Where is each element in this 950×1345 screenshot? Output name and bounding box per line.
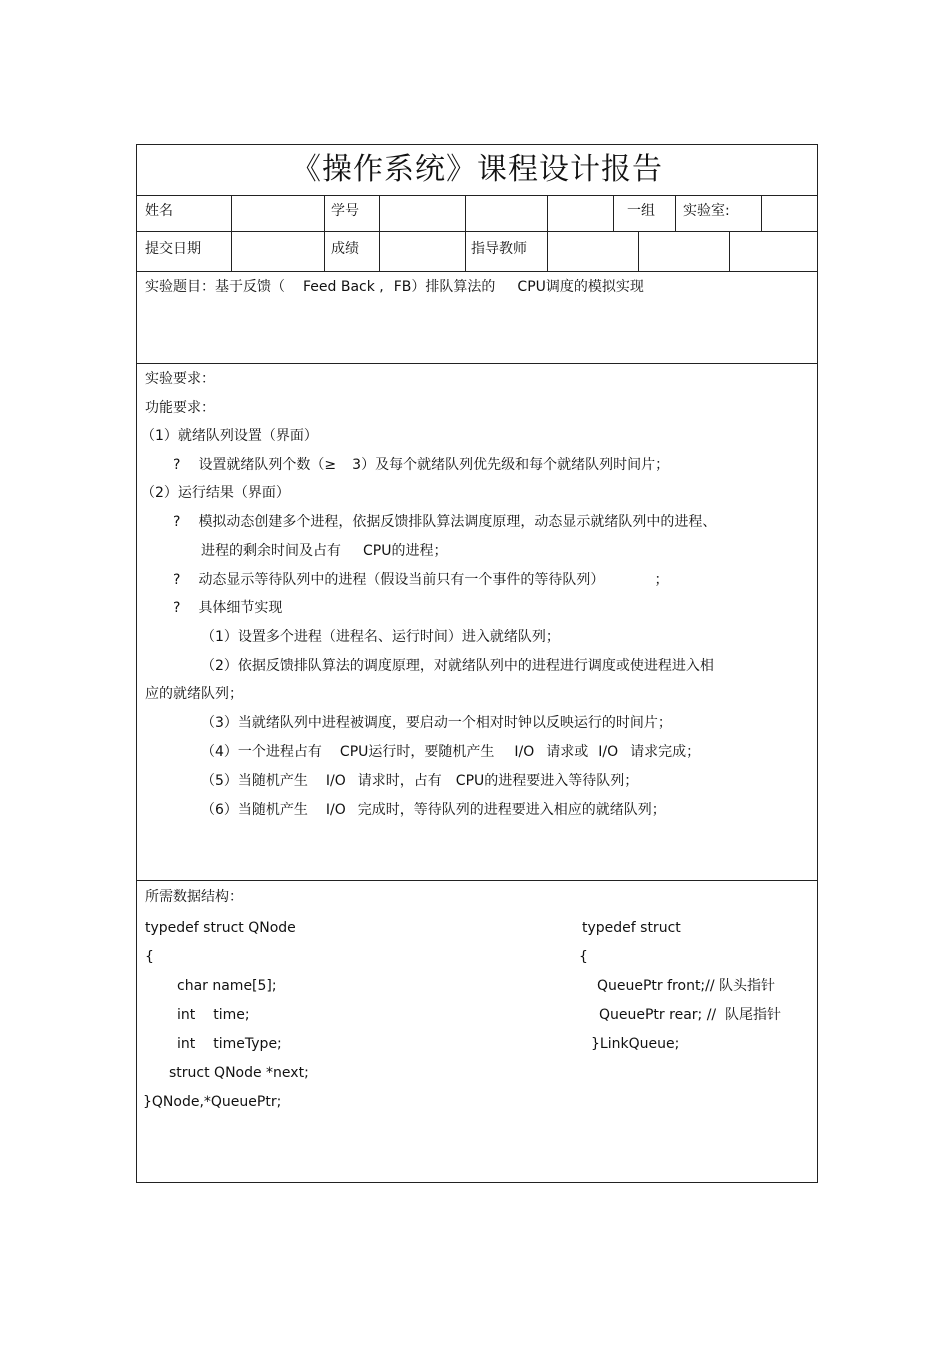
- code-left-line-4a: int: [177, 1007, 196, 1023]
- requirements-heading: 实验要求：: [145, 371, 215, 387]
- code-right-line-3: QueuePtr front;// 队头指针: [597, 978, 776, 994]
- req-item-1-detail: [173, 456, 669, 474]
- detail-5c: 请求时，占有: [357, 773, 442, 789]
- bullet-3: [173, 599, 282, 617]
- detail-4f: 请求完成；: [630, 744, 701, 760]
- row2-divider: [231, 231, 232, 271]
- row1-divider: [761, 195, 762, 231]
- code-right-line-4: QueuePtr rear; // 队尾指针: [599, 1007, 782, 1023]
- detail-4b: CPU运行时，要随机产生: [339, 744, 495, 760]
- bullet-mark: ?: [173, 514, 181, 530]
- detail-2-line-2: 应的就绪队列；: [145, 686, 243, 702]
- bullet-2-text: 动态显示等待队列中的进程（假设当前只有一个事件的等待队列）: [198, 572, 605, 588]
- code-left-line-2: {: [145, 949, 154, 965]
- bullet-1-line-2: [201, 542, 447, 560]
- topic-fb2: FB）排队算法的: [393, 279, 496, 295]
- bullet-2-end: ；: [654, 572, 669, 588]
- report-title: 《操作系统》课程设计报告: [291, 152, 663, 187]
- bullet-mark: ?: [173, 457, 181, 473]
- topic-prefix: 实验题目：基于反馈（: [145, 279, 285, 295]
- row2-divider: [638, 231, 639, 271]
- instructor-label: 指导教师: [471, 241, 527, 257]
- code-left-line-5b: timeType;: [213, 1036, 282, 1052]
- row2-divider: [324, 231, 325, 271]
- detail-5d: CPU的进程要进入等待队列；: [455, 773, 639, 789]
- detail-2-line-1: （2）依据反馈排队算法的调度原理，对就绪队列中的进程进行调度或使进程进入相: [201, 658, 714, 674]
- experiment-topic: [145, 278, 644, 296]
- detail-5b: I/O: [325, 773, 346, 789]
- detail-1: （1）设置多个进程（进程名、运行时间）进入就绪队列；: [201, 629, 560, 645]
- name-label: 姓名: [145, 203, 173, 219]
- detail-6b: I/O: [325, 802, 346, 818]
- bullet-mark: ?: [173, 572, 181, 588]
- row2-divider: [379, 231, 380, 271]
- bullet-mark: ?: [173, 600, 181, 616]
- code-right-line-1: typedef struct: [582, 920, 681, 936]
- code-right-line-5: }LinkQueue;: [591, 1036, 680, 1052]
- report-form: [136, 144, 818, 1183]
- rule-row2-bottom: [137, 271, 817, 272]
- detail-4e: I/O: [598, 744, 619, 760]
- row2-divider: [465, 231, 466, 271]
- row1-divider: [675, 195, 676, 231]
- data-structures-heading: 所需数据结构：: [145, 889, 243, 905]
- row1-divider: [547, 195, 548, 231]
- score-label: 成绩: [331, 241, 359, 257]
- rule-title-bottom: [137, 195, 817, 196]
- code-left-line-7: }QNode,*QueuePtr;: [143, 1094, 282, 1110]
- req-item-1-text-b: 3）及每个就绪队列优先级和每个就绪队列时间片；: [352, 457, 670, 473]
- group-label: 一组: [627, 203, 655, 219]
- row1-divider: [379, 195, 380, 231]
- bullet-1-line-2a: 进程的剩余时间及占有: [201, 543, 341, 559]
- row1-divider: [465, 195, 466, 231]
- bullet-1-line-2b: CPU的进程；: [363, 543, 448, 559]
- code-left-line-3: char name[5];: [177, 978, 277, 994]
- detail-6: [201, 801, 666, 819]
- code-left-line-5: [177, 1035, 282, 1053]
- code-left-line-4: [177, 1006, 250, 1024]
- detail-5: [201, 772, 638, 790]
- req-item-1: （1）就绪队列设置（界面）: [141, 428, 318, 444]
- topic-cpu: CPU调度的模拟实现: [517, 279, 644, 295]
- row1-divider: [324, 195, 325, 231]
- code-right-line-2: {: [579, 949, 588, 965]
- detail-6a: （6）当随机产生: [201, 802, 308, 818]
- detail-5a: （5）当随机产生: [201, 773, 308, 789]
- detail-4d: 请求或: [546, 744, 589, 760]
- detail-6c: 完成时，等待队列的进程要进入相应的就绪队列；: [357, 802, 666, 818]
- rule-requirements-bottom: [137, 880, 817, 881]
- rule-topic-bottom: [137, 363, 817, 364]
- row2-divider: [729, 231, 730, 271]
- bullet-1-line-1: 模拟动态创建多个进程，依据反馈排队算法调度原理，动态显示就绪队列中的进程、: [198, 514, 717, 530]
- code-left-line-5a: int: [177, 1036, 196, 1052]
- detail-4: [201, 743, 700, 761]
- row2-divider: [547, 231, 548, 271]
- req-item-2: （2）运行结果（界面）: [141, 485, 290, 501]
- req-item-1-text-a: 设置就绪队列个数（≥: [198, 457, 337, 473]
- row1-divider: [613, 195, 614, 231]
- student-id-label: 学号: [331, 203, 359, 219]
- submit-date-label: 提交日期: [145, 241, 201, 257]
- rule-row1-bottom: [137, 231, 817, 232]
- code-left-line-4b: time;: [213, 1007, 250, 1023]
- bullet-3-text: 具体细节实现: [198, 600, 283, 616]
- topic-fb: Feed Back ,: [303, 279, 384, 295]
- row1-divider: [231, 195, 232, 231]
- detail-4c: I/O: [514, 744, 535, 760]
- code-left-line-6: struct QNode *next;: [169, 1065, 309, 1081]
- lab-label: 实验室:: [683, 203, 730, 219]
- detail-4a: （4）一个进程占有: [201, 744, 322, 760]
- functional-heading: 功能要求：: [145, 400, 215, 416]
- bullet-2: [173, 571, 668, 589]
- detail-3: （3）当就绪队列中进程被调度，要启动一个相对时钟以反映运行的时间片；: [201, 715, 672, 731]
- bullet-1: [173, 513, 716, 531]
- code-left-line-1: typedef struct QNode: [145, 920, 296, 936]
